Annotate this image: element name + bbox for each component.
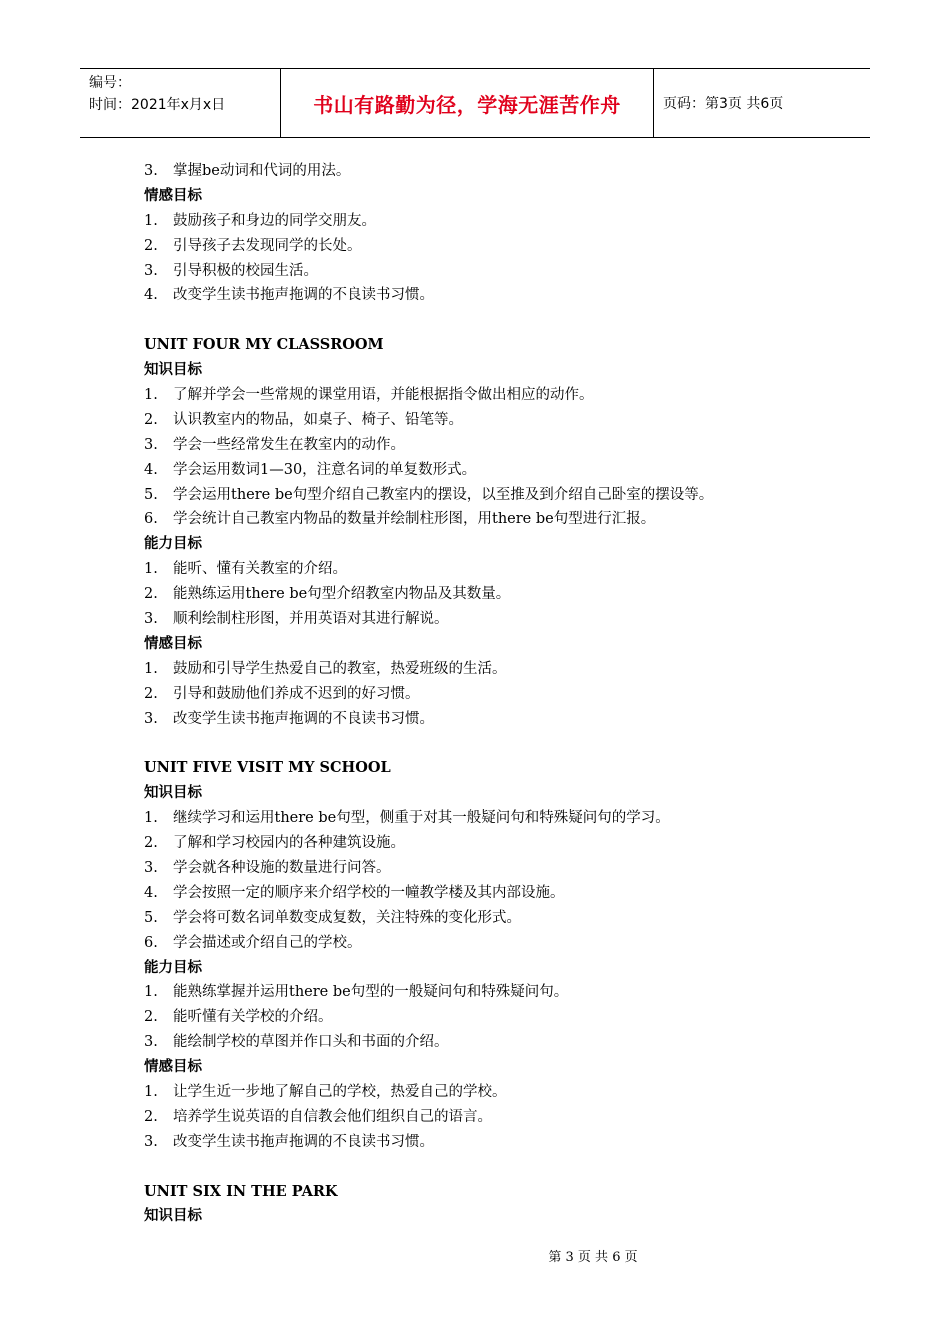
list-item-number: 2. [144,1009,158,1026]
list-item [144,1080,844,1105]
list-item-number: 3. [144,163,158,179]
list-item-number: 1. [144,810,158,827]
list-item [144,707,844,732]
list-item [144,657,844,682]
list-item-text: 了解并学会一些常规的课堂用语，并能根据指令做出相应的动作。 [173,387,594,404]
header-meta [80,69,281,137]
list-item [144,1105,844,1130]
list-item-text: 让学生近一步地了解自己的学校，热爱自己的学校。 [173,1083,507,1100]
list-item [144,159,844,184]
list-item-number: 3. [144,611,158,628]
list-item-number: 3. [144,1034,158,1051]
list-item-number: 2. [144,835,158,852]
document-body [144,159,844,1229]
document-time-label: 时间：2021年x月x日 [89,97,226,113]
list-item [144,383,844,408]
list-item-text: 学会运用数词1—30，注意名词的单复数形式。 [173,461,477,478]
list-item-number: 5. [144,486,158,503]
unit-title: UNIT FIVE VISIT MY SCHOOL [144,759,391,777]
list-item-number: 2. [144,237,158,254]
list-item-text: 能熟练掌握并运用there be句型的一般疑问句和特殊疑问句。 [173,984,569,1001]
list-item [144,931,844,956]
list-item [144,682,844,707]
list-item-text: 学会统计自己教室内物品的数量并绘制柱形图，用there be句型进行汇报。 [173,511,656,528]
list-item [144,458,844,483]
list-item-text: 改变学生读书拖声拖调的不良读书习惯。 [173,1133,434,1150]
list-item [144,906,844,931]
list-item [144,856,844,881]
list-item [144,507,844,532]
blank-line [144,308,844,333]
list-item-number: 5. [144,909,158,926]
list-item-number: 2. [144,411,158,428]
list-item-number: 3. [144,1133,158,1150]
footer-page-number: 第 3 页 共 6 页 [548,1250,638,1265]
unit-title: UNIT SIX IN THE PARK [144,1182,338,1200]
list-item-text: 引导积极的校园生活。 [173,262,318,279]
list-item-text: 学会就各种设施的数量进行问答。 [173,859,391,876]
unit-title: UNIT FOUR MY CLASSROOM [144,336,384,354]
section-subheading: 知识目标 [144,785,202,802]
list-item [144,259,844,284]
list-item-number: 2. [144,685,158,702]
list-item [144,806,844,831]
list-item-text: 能熟练运用there be句型介绍教室内物品及其数量。 [173,586,511,603]
list-item-number: 1. [144,561,158,578]
list-item [144,557,844,582]
header-page-info: 页码：第3页 共6页 [663,96,784,112]
section-subheading: 情感目标 [144,635,202,652]
list-item [144,1130,844,1155]
list-item [144,980,844,1005]
list-item-text: 学会将可数名词单数变成复数，关注特殊的变化形式。 [173,909,521,926]
page-header [80,68,870,138]
list-item-number: 6. [144,934,158,951]
list-item-number: 3. [144,710,158,727]
document-number-label: 编号： [89,75,131,91]
list-item [144,209,844,234]
list-item-number: 6. [144,511,158,528]
list-item [144,234,844,259]
blank-line [144,731,844,756]
list-item-text: 学会描述或介绍自己的学校。 [173,934,362,951]
list-item [144,483,844,508]
list-item-number: 2. [144,586,158,603]
list-item-number: 3. [144,262,158,279]
list-item-number: 4. [144,884,158,901]
list-item [144,582,844,607]
list-item-number: 1. [144,1083,158,1100]
list-item-number: 1. [144,984,158,1001]
list-item-text: 认识教室内的物品，如桌子、椅子、铅笔等。 [173,411,463,428]
list-item-text: 改变学生读书拖声拖调的不良读书习惯。 [173,287,434,304]
list-item-text: 鼓励和引导学生热爱自己的教室，热爱班级的生活。 [173,660,507,677]
list-item-number: 1. [144,212,158,229]
list-item-number: 3. [144,436,158,453]
page-footer [0,1246,950,1265]
section-subheading: 情感目标 [144,1059,202,1076]
list-item-text: 能听、懂有关教室的介绍。 [173,561,347,578]
list-item-number: 2. [144,1108,158,1125]
list-item-text: 引导孩子去发现同学的长处。 [173,237,362,254]
list-item-text: 掌握be动词和代词的用法。 [173,163,351,179]
section-subheading: 能力目标 [144,536,202,553]
list-item-text: 能听懂有关学校的介绍。 [173,1009,333,1026]
list-item [144,1030,844,1055]
section-subheading: 知识目标 [144,1208,202,1225]
list-item [144,607,844,632]
list-item [144,408,844,433]
section-subheading: 情感目标 [144,187,202,204]
list-item-number: 3. [144,859,158,876]
list-item-text: 改变学生读书拖声拖调的不良读书习惯。 [173,710,434,727]
list-item [144,433,844,458]
list-item-number: 1. [144,660,158,677]
list-item-text: 了解和学习校园内的各种建筑设施。 [173,835,405,852]
list-item [144,881,844,906]
section-subheading: 知识目标 [144,362,202,379]
list-item-number: 4. [144,461,158,478]
list-item [144,1005,844,1030]
header-motto: 书山有路勤为径，学海无涯苦作舟 [281,69,654,137]
list-item-text: 继续学习和运用there be句型，侧重于对其一般疑问句和特殊疑问句的学习。 [173,810,670,827]
list-item-text: 鼓励孩子和身边的同学交朋友。 [173,212,376,229]
list-item [144,831,844,856]
list-item-text: 学会按照一定的顺序来介绍学校的一幢教学楼及其内部设施。 [173,884,565,901]
list-item-text: 学会一些经常发生在教室内的动作。 [173,436,405,453]
list-item [144,283,844,308]
section-subheading: 能力目标 [144,959,202,976]
list-item-text: 能绘制学校的草图并作口头和书面的介绍。 [173,1034,449,1051]
list-item-text: 引导和鼓励他们养成不迟到的好习惯。 [173,685,420,702]
blank-line [144,1155,844,1180]
list-item-text: 顺利绘制柱形图，并用英语对其进行解说。 [173,611,449,628]
list-item-text: 培养学生说英语的自信教会他们组织自己的语言。 [173,1108,492,1125]
list-item-text: 学会运用there be句型介绍自己教室内的摆设，以至推及到介绍自己卧室的摆设等。 [173,486,714,503]
list-item-number: 1. [144,387,158,404]
list-item-number: 4. [144,287,158,304]
